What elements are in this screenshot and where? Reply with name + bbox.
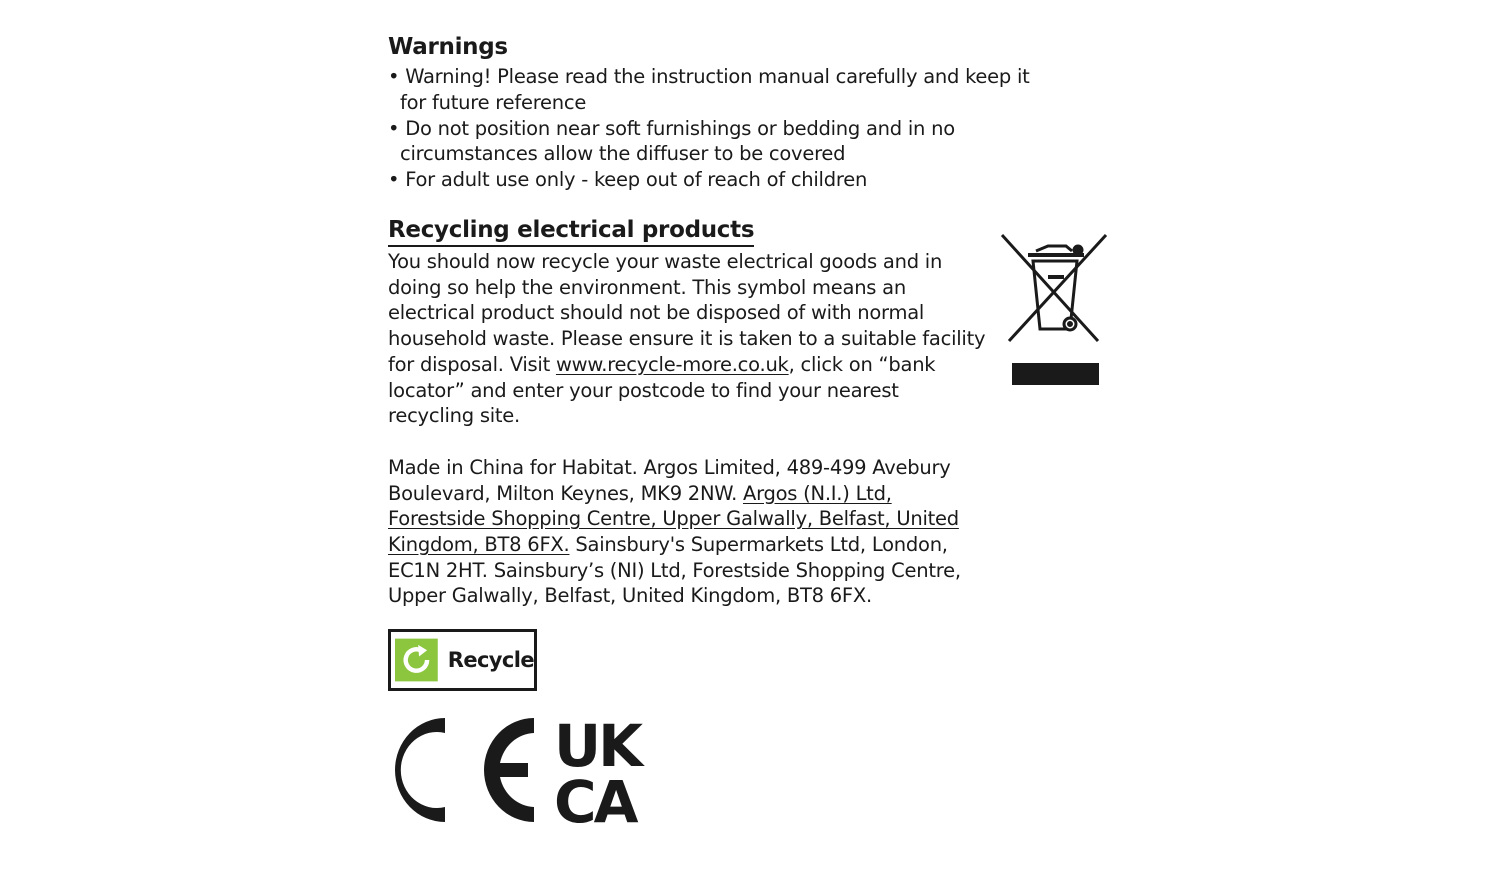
ce-ukca-marks-icon [388, 715, 668, 825]
recycle-more-link[interactable]: www.recycle-more.co.uk [555, 352, 789, 376]
recycling-text-end: , click on “bank locator” and enter your postcode to find your nearest recycling site. [388, 352, 936, 428]
manufacturer-address [388, 455, 978, 609]
recycling-paragraph [388, 249, 988, 429]
address-text-end: Sainsbury's Supermarkets Ltd, London, EC1N 2HT. Sainsbury’s (NI) Ltd, Forestside Shopping Centre, Upper Galwally, Belfast, United Kingdom, BT8 6FX. [388, 533, 961, 608]
ukca-line2: CA [554, 768, 636, 826]
recycling-text-start: You should now recycle your waste electrical goods and in doing so help the environment. This symbol means an electrical product should not be disposed of with normal household waste. Please ensure it is taken to a suitable facility for disposal. Visit [388, 249, 986, 376]
warnings-list [388, 64, 1128, 193]
warning-item: • For adult use only - keep out of reach of children [388, 168, 868, 192]
warning-item: • Warning! Please read the instruction manual carefully and keep it for future reference [388, 65, 1030, 114]
document-page [388, 30, 1128, 829]
argos-ni-address: Argos (N.I.) Ltd, Forestside Shopping Centre, Upper Galwally, Belfast, United Kingdom, BT8 6FX. [388, 481, 959, 557]
address-text-start: Made in China for Habitat. Argos Limited, 489-499 Avebury Boulevard, Milton Keynes, MK9 2NW. [388, 455, 951, 505]
warning-item: • Do not position near soft furnishings or bedding and in no circumstances allow the diffuser to be covered [388, 116, 955, 166]
warnings-heading: Warnings [388, 34, 508, 60]
recycling-section [388, 215, 1128, 429]
recycle-badge [388, 629, 537, 691]
crossed-out-wheelie-bin-icon [1000, 233, 1108, 389]
recycle-arrow-icon [395, 636, 438, 684]
ukca-line1: UK [554, 715, 641, 781]
recycle-badge-label: Recycle [447, 648, 534, 673]
recycling-heading: Recycling electrical products [388, 215, 754, 247]
